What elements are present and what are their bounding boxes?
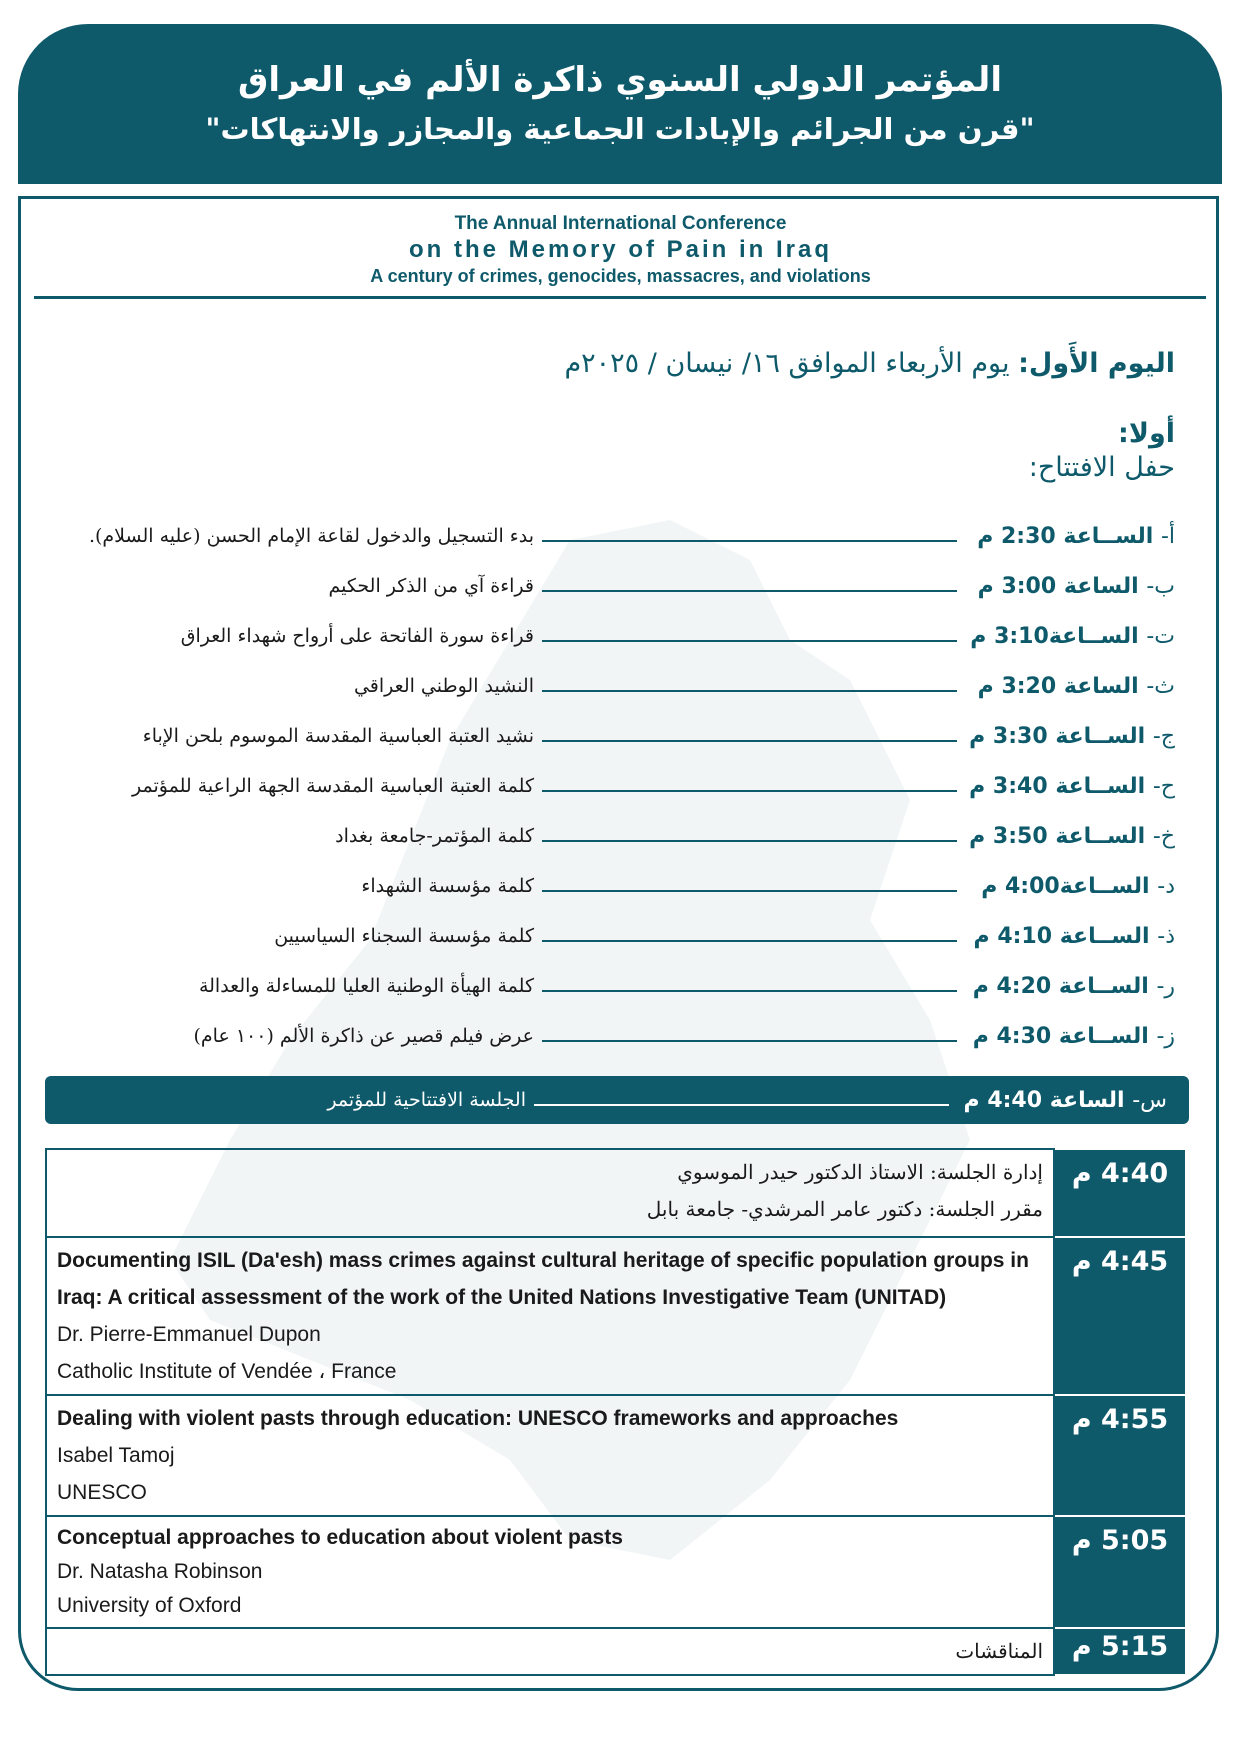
talk-cell [46,1395,1054,1516]
leader-line [542,1040,957,1042]
session-row [57,1080,1167,1120]
talk-cell [46,1237,1054,1395]
english-header-line1: The Annual International Conference [454,213,787,234]
talk-speaker: Isabel Tamoj [57,1444,175,1467]
talk-affiliation: University of Oxford [57,1594,242,1617]
schedule-time: الســاعة 4:30 م [972,1023,1149,1049]
opening-session-bar [45,1076,1189,1124]
schedule-time: الســاعة 3:50 م [969,823,1146,849]
schedule-row [65,1016,1175,1056]
schedule-desc: كلمة الهيأة الوطنية العليا للمساءلة والعدالة [198,975,534,997]
schedule-index: ج- [1152,723,1175,749]
schedule-index: أ- [1160,523,1175,549]
chair-cell [46,1149,1054,1237]
leader-line [542,840,957,842]
schedule-time: الساعة 3:00 م [977,573,1139,599]
time-cell: 4:40 م [1054,1149,1186,1237]
day-heading [564,348,1175,379]
schedule-desc: نشيد العتبة العباسية المقدسة الموسوم بلحن الإباء [142,725,534,747]
schedule-time: الساعة 3:20 م [977,673,1139,699]
time-cell: 4:45 م [1054,1237,1186,1395]
schedule-desc: عرض فيلم قصير عن ذاكرة الألم (١٠٠ عام) [193,1025,534,1047]
schedule-index: ز- [1156,1023,1175,1049]
talk-title: Conceptual approaches to education about violent pasts [57,1526,623,1549]
arabic-title: المؤتمر الدولي السنوي ذاكرة الألم في العراق [238,60,1002,100]
schedule-time: الســاعة 3:30 م [969,723,1146,749]
table-row [46,1395,1186,1516]
schedule-index: خ- [1152,823,1175,849]
leader-line [542,890,957,892]
schedule-time: الســاعة3:10 م [970,623,1139,649]
leader-line [542,540,957,542]
schedule-desc: كلمة المؤتمر-جامعة بغداد [335,825,534,847]
schedule-index: ر- [1156,973,1175,999]
chair-line: إدارة الجلسة: الاستاذ الدكتور حيدر الموسوي [677,1160,1043,1184]
leader-line [542,590,957,592]
schedule-index: د- [1157,873,1175,899]
section-first: أولا: [1118,418,1175,449]
leader-line [534,1104,949,1106]
time-cell: 4:55 م [1054,1395,1186,1516]
schedule-time: الســاعة 4:10 م [973,923,1150,949]
schedule-row [65,816,1175,856]
schedule-time: الســاعة 3:40 م [969,773,1146,799]
schedule-index: ب- [1146,573,1175,599]
schedule-row [65,766,1175,806]
schedule-desc: بدء التسجيل والدخول لقاعة الإمام الحسن (عليه السلام). [88,525,534,547]
leader-line [542,790,957,792]
schedule-time: الســاعة4:00 م [981,873,1150,899]
leader-line [542,690,957,692]
day-date: يوم الأربعاء الموافق ١٦/ نيسان / ٢٠٢٥م [564,348,1010,379]
talk-title: Dealing with violent pasts through education: UNESCO frameworks and approaches [57,1407,899,1430]
discussion-cell: المناقشات [46,1628,1054,1675]
english-header-line2: on the Memory of Pain in Iraq [408,236,833,263]
talk-title: Documenting ISIL (Da'esh) mass crimes against cultural heritage of specific population groups in Iraq: A critical assessment of the work of the United Nations Investigative Team (UNITAD) [57,1249,1029,1309]
english-header [0,212,1241,288]
talk-speaker: Dr. Pierre-Emmanuel Dupon [57,1323,321,1346]
day-label: اليوم الأَول: [1018,348,1175,379]
leader-line [542,940,957,942]
time-cell: 5:05 م [1054,1516,1186,1628]
header-banner [18,24,1222,184]
schedule-row [65,966,1175,1006]
english-header-line3: A century of crimes, genocides, massacres, and violations [370,266,871,286]
leader-line [542,990,957,992]
schedule-row [65,916,1175,956]
session-index: س- [1132,1087,1167,1113]
leader-line [542,740,957,742]
header-divider [34,296,1206,299]
talk-cell [46,1516,1054,1628]
schedule-desc: النشيد الوطني العراقي [353,675,534,697]
table-row [46,1628,1186,1675]
table-row [46,1237,1186,1395]
schedule-desc: قراءة آي من الذكر الحكيم [328,575,534,597]
schedule-desc: قراءة سورة الفاتحة على أرواح شهداء العراق [180,625,534,647]
schedule-index: ث- [1146,673,1175,699]
schedule-index: ت- [1146,623,1175,649]
schedule-row [65,666,1175,706]
talk-speaker: Dr. Natasha Robinson [57,1560,263,1583]
schedule-row [65,716,1175,756]
schedule-time: الســاعة 4:20 م [972,973,1149,999]
table-row [46,1149,1186,1237]
schedule-desc: كلمة مؤسسة السجناء السياسيين [274,925,534,947]
schedule-time: الســاعة 2:30 م [977,523,1154,549]
schedule-row [65,516,1175,556]
session-desc: الجلسة الافتتاحية للمؤتمر [327,1089,526,1111]
arabic-subtitle: "قرن من الجرائم والإبادات الجماعية والمجازر والانتهاكات" [205,112,1035,146]
talk-affiliation: Catholic Institute of Vendée ، France [57,1360,397,1383]
leader-line [542,640,957,642]
schedule-index: ح- [1152,773,1175,799]
schedule-row [65,616,1175,656]
schedule-row [65,866,1175,906]
session-time: الساعة 4:40 م [963,1087,1125,1113]
schedule-row [65,566,1175,606]
schedule-desc: كلمة العتبة العباسية المقدسة الجهة الراعية للمؤتمر [132,775,534,797]
section-opening: حفل الافتتاح: [1028,452,1175,483]
program-table [45,1148,1187,1676]
rapporteur-line: مقرر الجلسة: دكتور عامر المرشدي- جامعة بابل [646,1197,1043,1221]
talk-affiliation: UNESCO [57,1481,147,1504]
schedule-desc: كلمة مؤسسة الشهداء [361,875,534,897]
time-cell: 5:15 م [1054,1628,1186,1675]
schedule-index: ذ- [1157,923,1175,949]
table-row [46,1516,1186,1628]
